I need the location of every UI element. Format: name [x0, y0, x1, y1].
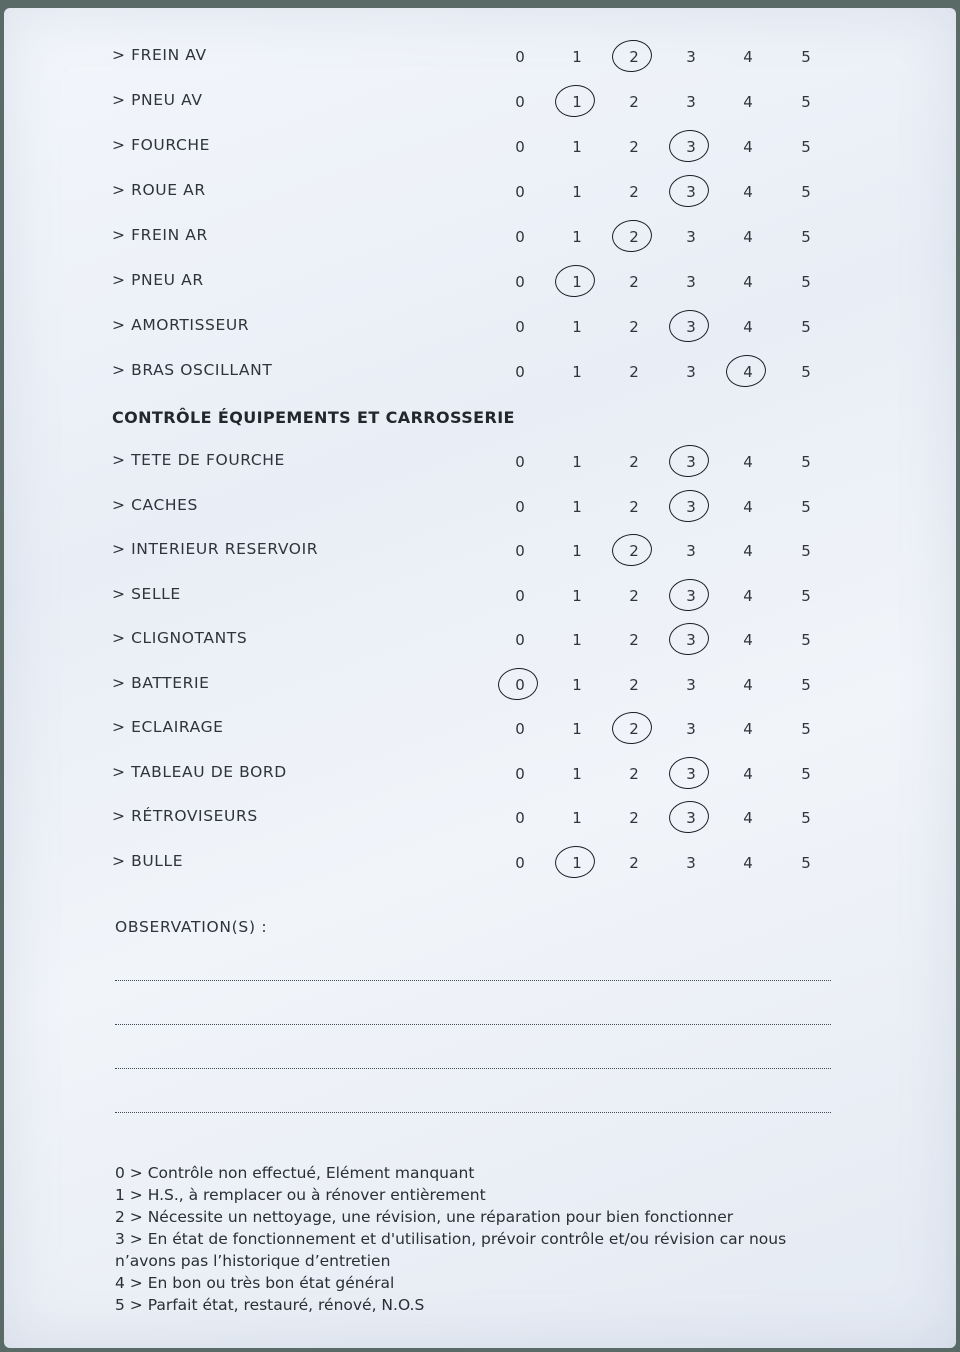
selected-rating: 3 — [681, 138, 701, 156]
legend-line: 2 > Nécessite un nettoyage, une révision, une réparation pour bien fonctionner — [115, 1208, 734, 1226]
rating-option: 5 — [801, 318, 811, 336]
selected-rating: 0 — [510, 676, 530, 694]
rating-option: 0 — [515, 318, 525, 336]
rating-option: 1 — [572, 586, 582, 605]
rating-option: 1 — [572, 720, 582, 738]
rating-option: 4 — [743, 631, 753, 649]
selected-rating: 3 — [681, 587, 701, 605]
observation-line — [115, 1068, 831, 1069]
inspection-row — [0, 852, 960, 882]
selected-rating: 3 — [681, 498, 701, 516]
rating-option: 4 — [743, 497, 753, 516]
rating-option: 2 — [629, 809, 639, 827]
rating-option: 2 — [629, 675, 639, 694]
rating-option: 0 — [515, 183, 525, 201]
rating-option: 3 — [686, 228, 696, 246]
rating-option: 4 — [743, 48, 753, 66]
rating-option: 2 — [629, 363, 639, 381]
rating-option: 5 — [801, 497, 811, 516]
selected-rating: 3 — [681, 631, 701, 649]
rating-option: 0 — [515, 453, 525, 471]
selected-rating: 3 — [681, 183, 701, 201]
rating-option: 5 — [801, 853, 811, 872]
rating-option: 5 — [801, 809, 811, 827]
legend-line: 3 > En état de fonctionnement et d'utilisation, prévoir contrôle et/ou révision car nous — [115, 1230, 787, 1248]
selected-rating: 4 — [738, 363, 758, 381]
rating-option: 3 — [686, 542, 696, 560]
inspection-row — [0, 629, 960, 659]
inspection-item-label: > ROUE AR — [112, 181, 206, 199]
rating-option: 2 — [629, 183, 639, 201]
rating-option: 5 — [801, 720, 811, 738]
rating-option: 1 — [572, 764, 582, 783]
selected-rating: 1 — [567, 854, 587, 872]
observation-line — [115, 1024, 831, 1025]
rating-option: 3 — [686, 853, 696, 872]
rating-option: 4 — [743, 764, 753, 783]
rating-legend — [115, 1162, 825, 1316]
rating-option: 1 — [572, 453, 582, 471]
rating-option: 4 — [743, 720, 753, 738]
rating-option: 5 — [801, 273, 811, 291]
rating-option: 4 — [743, 318, 753, 336]
inspection-row — [0, 585, 960, 615]
rating-option: 4 — [743, 453, 753, 471]
rating-option: 2 — [629, 853, 639, 872]
rating-option: 5 — [801, 631, 811, 649]
inspection-row — [0, 46, 960, 76]
rating-option: 1 — [572, 318, 582, 336]
rating-option: 5 — [801, 764, 811, 783]
rating-option: 3 — [686, 675, 696, 694]
inspection-row — [0, 674, 960, 704]
rating-option: 5 — [801, 453, 811, 471]
rating-option: 0 — [515, 764, 525, 783]
rating-option: 0 — [515, 48, 525, 66]
selected-rating: 2 — [624, 720, 644, 738]
inspection-item-label: > CACHES — [112, 495, 198, 514]
selected-rating: 2 — [624, 542, 644, 560]
inspection-row — [0, 271, 960, 301]
rating-option: 5 — [801, 542, 811, 560]
observation-line — [115, 980, 831, 981]
rating-option: 1 — [572, 48, 582, 66]
rating-option: 1 — [572, 631, 582, 649]
rating-option: 1 — [572, 138, 582, 156]
rating-option: 1 — [572, 675, 582, 694]
rating-option: 2 — [629, 318, 639, 336]
rating-option: 0 — [515, 138, 525, 156]
selected-rating: 3 — [681, 318, 701, 336]
inspection-row — [0, 763, 960, 793]
rating-option: 5 — [801, 138, 811, 156]
rating-option: 5 — [801, 183, 811, 201]
rating-option: 4 — [743, 228, 753, 246]
inspection-item-label: > INTERIEUR RESERVOIR — [112, 540, 319, 558]
rating-option: 2 — [629, 764, 639, 783]
rating-option: 2 — [629, 93, 639, 111]
inspection-row — [0, 540, 960, 570]
rating-option: 3 — [686, 93, 696, 111]
inspection-row — [0, 136, 960, 166]
rating-option: 1 — [572, 363, 582, 381]
legend-line: 4 > En bon ou très bon état général — [115, 1274, 395, 1292]
inspection-item-label: > FREIN AV — [112, 46, 207, 64]
inspection-row — [0, 181, 960, 211]
rating-option: 0 — [515, 586, 525, 605]
inspection-item-label: > BULLE — [112, 851, 184, 870]
rating-option: 4 — [743, 809, 753, 827]
section-title: CONTRÔLE ÉQUIPEMENTS ET CARROSSERIE — [112, 408, 515, 427]
selected-rating: 1 — [567, 273, 587, 291]
rating-option: 3 — [686, 48, 696, 66]
rating-option: 0 — [515, 273, 525, 291]
legend-line: 1 > H.S., à remplacer ou à rénover entièrement — [115, 1186, 486, 1204]
inspection-item-label: > FOURCHE — [112, 136, 211, 154]
rating-option: 0 — [515, 809, 525, 827]
rating-option: 2 — [629, 138, 639, 156]
rating-option: 1 — [572, 497, 582, 516]
inspection-row — [0, 91, 960, 121]
inspection-row — [0, 718, 960, 748]
rating-option: 5 — [801, 228, 811, 246]
inspection-row — [0, 451, 960, 481]
rating-option: 0 — [515, 853, 525, 872]
inspection-row — [0, 807, 960, 837]
selected-rating: 2 — [624, 228, 644, 246]
legend-line: 5 > Parfait état, restauré, rénové, N.O.S — [115, 1296, 425, 1314]
rating-option: 5 — [801, 675, 811, 694]
inspection-item-label: > BRAS OSCILLANT — [112, 361, 273, 379]
inspection-item-label: > AMORTISSEUR — [112, 316, 250, 334]
rating-option: 2 — [629, 497, 639, 516]
observations-title: OBSERVATION(S) : — [115, 918, 268, 936]
rating-option: 4 — [743, 586, 753, 605]
inspection-item-label: > RÉTROVISEURS — [112, 807, 258, 825]
inspection-row — [0, 496, 960, 526]
observation-line — [115, 1112, 831, 1113]
rating-option: 3 — [686, 720, 696, 738]
rating-option: 4 — [743, 138, 753, 156]
rating-option: 5 — [801, 586, 811, 605]
rating-option: 2 — [629, 273, 639, 291]
inspection-item-label: > BATTERIE — [112, 673, 210, 692]
inspection-item-label: > SELLE — [112, 584, 181, 603]
rating-option: 0 — [515, 93, 525, 111]
inspection-item-label: > TABLEAU DE BORD — [112, 762, 287, 781]
selected-rating: 3 — [681, 765, 701, 783]
rating-option: 0 — [515, 497, 525, 516]
rating-option: 4 — [743, 542, 753, 560]
inspection-row — [0, 226, 960, 256]
rating-option: 2 — [629, 453, 639, 471]
rating-option: 1 — [572, 183, 582, 201]
rating-option: 1 — [572, 809, 582, 827]
legend-line: n’avons pas l’historique d’entretien — [115, 1252, 391, 1270]
rating-option: 1 — [572, 228, 582, 246]
rating-option: 5 — [801, 48, 811, 66]
rating-option: 4 — [743, 675, 753, 694]
rating-option: 2 — [629, 631, 639, 649]
inspection-item-label: > TETE DE FOURCHE — [112, 451, 285, 469]
rating-option: 3 — [686, 363, 696, 381]
rating-option: 5 — [801, 363, 811, 381]
inspection-item-label: > ECLAIRAGE — [112, 718, 224, 736]
inspection-row — [0, 316, 960, 346]
selected-rating: 1 — [567, 93, 587, 111]
inspection-row — [0, 361, 960, 391]
rating-option: 4 — [743, 853, 753, 872]
legend-line: 0 > Contrôle non effectué, Elément manquant — [115, 1164, 475, 1182]
inspection-item-label: > FREIN AR — [112, 226, 208, 244]
rating-option: 4 — [743, 183, 753, 201]
rating-option: 0 — [515, 720, 525, 738]
selected-rating: 3 — [681, 809, 701, 827]
rating-option: 5 — [801, 93, 811, 111]
rating-option: 0 — [515, 363, 525, 381]
selected-rating: 2 — [624, 48, 644, 66]
rating-option: 0 — [515, 228, 525, 246]
rating-option: 4 — [743, 273, 753, 291]
rating-option: 4 — [743, 93, 753, 111]
rating-option: 0 — [515, 542, 525, 560]
rating-option: 2 — [629, 586, 639, 605]
inspection-item-label: > CLIGNOTANTS — [112, 629, 248, 647]
selected-rating: 3 — [681, 453, 701, 471]
inspection-item-label: > PNEU AV — [112, 91, 203, 109]
inspection-item-label: > PNEU AR — [112, 271, 204, 289]
rating-option: 0 — [515, 631, 525, 649]
rating-option: 1 — [572, 542, 582, 560]
rating-option: 3 — [686, 273, 696, 291]
